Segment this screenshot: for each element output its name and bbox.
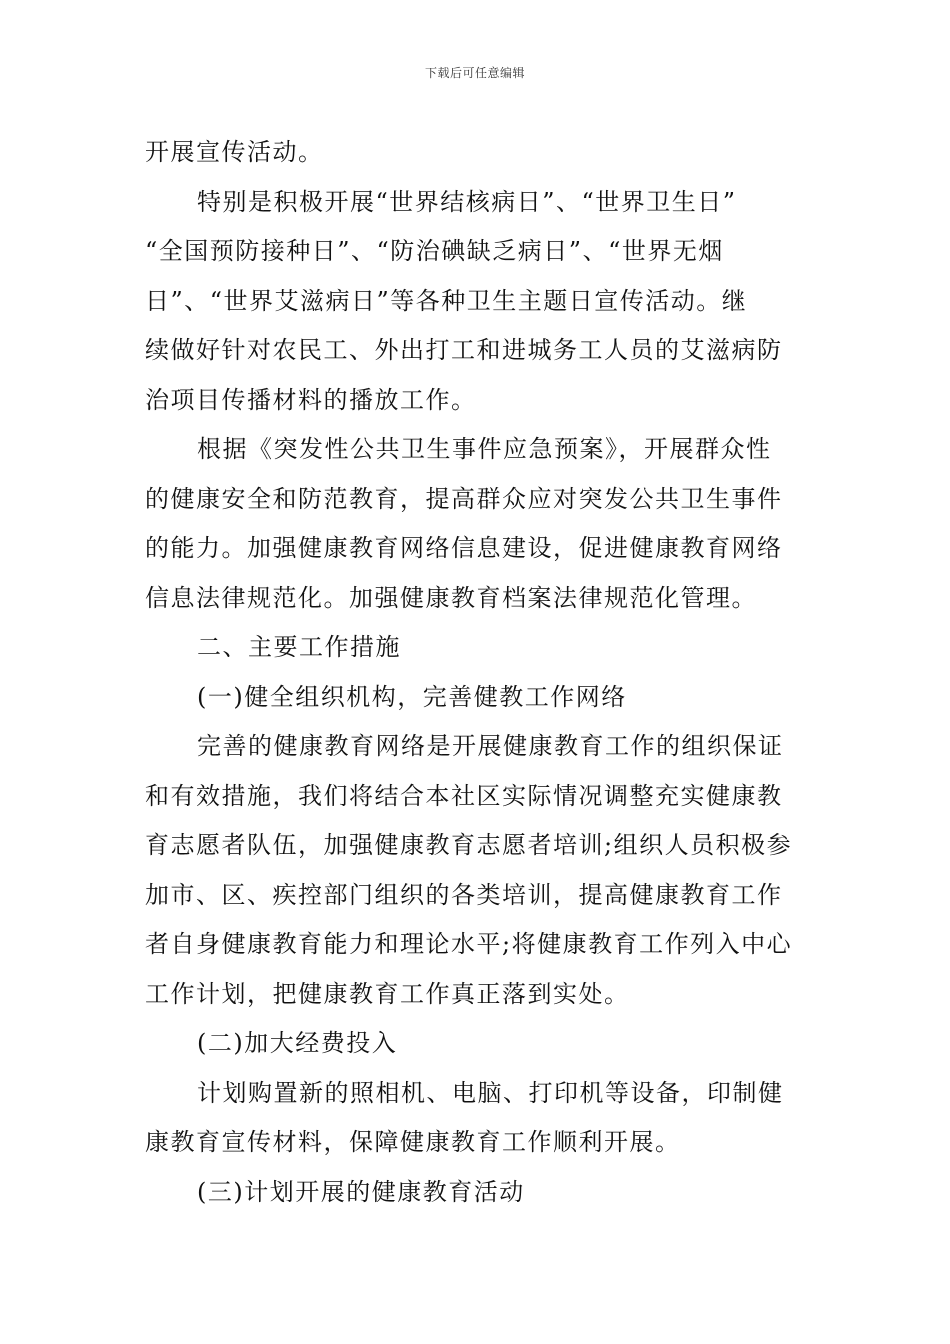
paragraph-line: 完善的健康教育网络是开展健康教育工作的组织保证 bbox=[197, 732, 784, 760]
text-line-continuation: 开展宣传活动。 bbox=[145, 138, 324, 166]
document-body bbox=[145, 128, 815, 1217]
text-line: 续做好针对农民工、外出打工和进城务工人员的艾滋病防 bbox=[145, 336, 783, 364]
paragraph-line: 特别是积极开展“世界结核病日”、“世界卫生日” bbox=[197, 187, 737, 216]
text-line: 育志愿者队伍，加强健康教育志愿者培训;组织人员积极参 bbox=[145, 831, 793, 859]
text-line: 和有效措施，我们将结合本社区实际情况调整充实健康教 bbox=[145, 781, 783, 810]
subsection-heading: (一)健全组织机构，完善健教工作网络 bbox=[197, 682, 627, 711]
section-heading: 二、主要工作措施 bbox=[197, 633, 401, 661]
text-line: 日”、“世界艾滋病日”等各种卫生主题日宣传活动。继 bbox=[145, 286, 748, 315]
text-line: 的健康安全和防范教育，提高群众应对突发公共卫生事件 bbox=[145, 484, 783, 513]
text-line: “全国预防接种日”、“防治碘缺乏病日”、“世界无烟 bbox=[145, 237, 724, 265]
text-line: 加市、区、疾控部门组织的各类培训，提高健康教育工作 bbox=[145, 880, 783, 909]
text-line: 者自身健康教育能力和理论水平;将健康教育工作列入中心 bbox=[145, 930, 793, 958]
text-line: 的能力。加强健康教育网络信息建设，促进健康教育网络 bbox=[145, 534, 783, 562]
subsection-heading: (二)加大经费投入 bbox=[197, 1029, 398, 1057]
text-line: 治项目传播材料的播放工作。 bbox=[145, 385, 477, 414]
page-header-note: 下载后可任意编辑 bbox=[424, 66, 525, 80]
paragraph-line: 根据《突发性公共卫生事件应急预案》，开展群众性 bbox=[197, 435, 772, 463]
text-line: 工作计划，把健康教育工作真正落到实处。 bbox=[145, 979, 630, 1008]
subsection-heading: (三)计划开展的健康教育活动 bbox=[197, 1177, 525, 1206]
paragraph-line: 计划购置新的照相机、电脑、打印机等设备，印制健 bbox=[197, 1078, 784, 1107]
text-line: 信息法律规范化。加强健康教育档案法律规范化管理。 bbox=[145, 583, 757, 612]
text-line: 康教育宣传材料，保障健康教育工作顺利开展。 bbox=[145, 1128, 681, 1156]
